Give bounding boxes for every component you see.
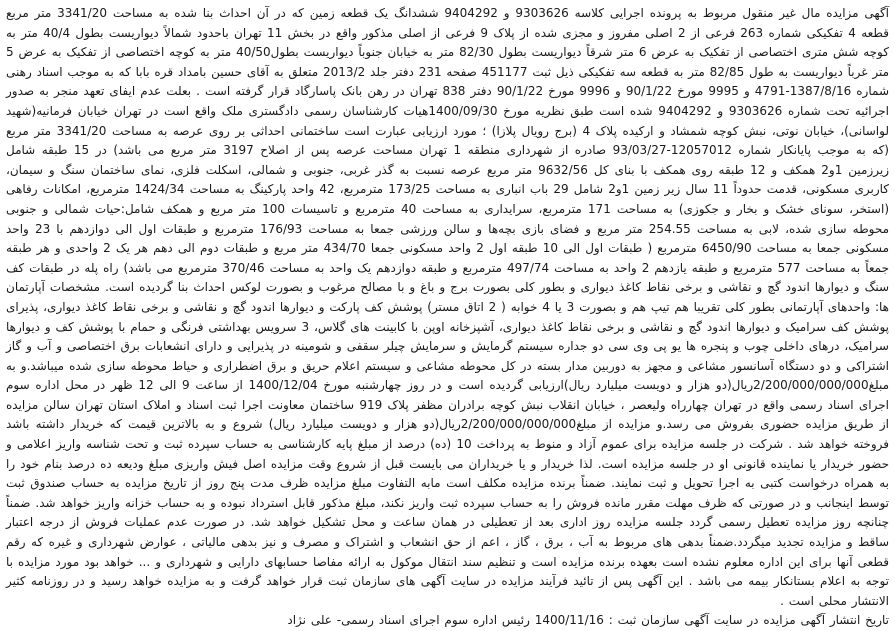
notice-footer: تاریخ انتشار آگهی مزایده در سایت آگهی سازمان ثبت : 1400/11/16 رئیس اداره سوم اجرای اسناد رسمی- علی نژاد (287, 613, 889, 628)
auction-notice (6, 4, 890, 628)
notice-body: آگهی مزایده مال غیر منقول مربوط به پرونده اجرایی کلاسه 9303626 و 9404292 ششدانگ یک قطعه زمین که در آن احداث بنا شده به مساحت 3341/20 متر مربع قطعه 4 تفکیکی شماره 263 فرعی از 2 اصلی مفروز و مجزی شده از پلاک 9 فرعی از اصلی مذکور واقع در بخش 11 تهران باحدود شمالاً دیواریست بطول 40/4 متر به کوچه شش متری اختصاصی از تفکیک به عرض 6 متر شرقاً دیواریست بطول 82/30 متر به خیابان جنوباً دیواریست بطول40/50 متر به کوچه اختصاصی از تفکیک به عرض 5 متر غرباً دیواریست به طول 82/85 متر به قطعه سه تفکیکی ذیل ثبت 451177 صفحه 231 دفتر جلد 2013/2 متعلق به آقای حسین بامداد قره بابا که به موجب اسناد رهنی شماره 1387/8/16-4791 و 9995 مورخ 90/1/22 و 9996 مورخ 90/1/22 دفتر 838 تهران در رهن بانک پاسارگاد قرار گرفته است . بعلت عدم ایفای تعهد منجر به صدور اجرائیه تحت شماره 9303626 و 9404292 شده است طبق نظریه مورخ 1400/09/30هیات کارشناسان رسمی دادگستری ملک واقع است در تهران خیابان فرمانیه(شهید لواسانی)، خیابان نوتی، نبش کوچه شمشاد و ارکیده پلاک 4 (برج رویال پلازا) ؛ مورد ارزیابی عبارت است ساختمانی احداثی بر روی عرصه به مساحت 3341/20 متر مربع (که به موجب پایانکار شماره 12057012-93/03/27 صادره از شهرداری منطقه 1 تهران مساحت عرصه پس از اصلاح 3197 متر مربع می باشد) در 15 طبقه شامل زیرزمین 1و2 همکف و 12 طبقه روی همکف با بنای کل 9632/56 متر مربع عرصه نسبت به گذر غربی، جنوبی و شمالی، اسکلت فلزی، نمای ساختمان سنگ و سیمان، کاربری مسکونی، قدمت حدوداً 11 سال زیر زمین 1و2 شامل 29 باب انباری به مساحت 173/25 مترمربع، 42 واحد پارکینگ به مساحت 1424/34 مترمربع، امکانات رفاهی (استخر، سونای خشک و بخار و جکوزی) به مساحت 171 مترمربع، سرایداری به مساحت 40 مترمربع و تاسیسات 100 متر مربع و همکف شامل:حیات شمالی و جنوبی محوطه سازی شده، لابی به مساحت 254.55 متر مربع و فضای بازی بچه‌ها و سالن ورزشی جمعا به مساحت 176/93 مترمربع و طبقات اول الی دوازدهم با 23 واحد مسکونی جمعا به مساحت 6450/90 مترمربع ( طبقات اول الی 10 طبقه اول 2 واحد مسکونی جمعا 434/70 متر مربع و طبقات دوم الی دهم هر یک 2 واحدی و هر طبقه جمعاً به مساحت 577 مترمربع و طبقه یازدهم 2 واحد به مساحت 497/74 مترمربع و طبقه دوازدهم یک واحد به مساحت 370/46 مترمربع می باشد) راه پله در طبقات کف سنگ و دیوارها اندود گچ و نقاشی و برخی نقاط کاغذ دیواری و بطور کلی بصورت برج و باغ و با مصالح مرغوب و بصورت لوکس احداث بنا گردیده است. مشخصات آپارتمان ها: واحدهای آپارتمانی بطور کلی تقریبا هم تیپ هم و بصورت 3 یا 4 خوابه ( 2 اتاق مستر) پوشش کف پارکت و دیوارها اندود گچ و نقاشی و برخی نقاط کاغذ دیواری، پذیرای پوشش کف سرامیک و دیوارها اندود گچ و نقاشی و برخی نقاط کاغذ دیواری، آشپزخانه اوپن با کابینت های گلاس، 3 سرویس بهداشتی فرنگی و حمام با پوشش کف و دیوارها سرامیک، درهای داخلی چوب و پنجره ها یو پی وی سی دو جداره سیستم گرمایش و سرمایش چیلر سقفی و شومینه در پذیرایی و دارای انشعابات برق اختصاصی و آب و گاز اشتراکی و دو دستگاه آسانسور مشاعی و مجهز به دوربین مدار بسته در کل محوطه مشاعی و سیستم اعلام حریق و برق اضطراری و حیاط محوطه سازی شده میباشد.و به مبلغ2/200/000/000/000ریال(دو هزار و دویست میلیارد ریال)ارزیابی گردیده است و در روز چهارشنبه مورخ 1400/12/04 از ساعت 9 الی 12 ظهر در محل اداره سوم اجرای اسناد رسمی واقع در تهران چهارراه ولیعصر ، خیابان انقلاب نبش کوچه برادران مظفر پلاک 919 ساختمان معاونت اجرا ثبت اسناد و املاک استان تهران سالن مزایده از طریق مزایده حضوری بفروش می رسد.و مزایده از مبلغ2/200/000/000/000ریال(دو هزار و دویست میلیارد ریال) شروع و به بالاترین قیمت که خریدار داشته باشد فروخته خواهد شد . شرکت در جلسه مزایده برای عموم آزاد و منوط به پرداخت 10 (ده) درصد از مبلغ پایه کارشناسی به حساب سپرده ثبت و تحت شناسه واریز اعلامی و حضور خریدار یا نماینده قانونی او در جلسه مزایده است. لذا خریدار و یا خریداران می بایست قبل از شروع وقت مزایده اصل فیش واریزی مبلغ ودیعه ده درصد بنام خود را به همراه درخواست کتبی به اجرا تحویل و ثبت نمایند. ضمناً برنده مزایده مکلف است مابه التفاوت مبلغ مزایده ظرف مدت پنج روز از تاریخ مزایده به حساب صندوق ثبت توسط اینجانب و در صورتی که ظرف مهلت مقرر مانده فروش را به حساب سپرده ثبت واریز نکند، مبلغ مذکور قابل استرداد نبوده و به حساب خزانه واریز خواهد شد. ضمناً چنانچه روز مزایده تعطیل رسمی گردد جلسه مزایده روز اداری بعد از تعطیلی در همان ساعت و محل تشکیل خواهد شد. در صورت عدم عملیات فروش از درجه اعتبار ساقط و مزایده تجدید میگردد.ضمناً بدهی های مربوط به آب ، برق ، گاز ، اعم از حق انشعاب و اشتراک و مصرف و نیز بدهی مالیاتی ، عوارض شهرداری و غیره که رقم قطعی آنها برای این اداره معلوم نشده است بعهده برنده مزایده است و تنظیم سند انتقال موکول به ارائه مفاصا حسابهای دارایی و شهرداری و ... خواهد بود مورد مزایده با توجه به اعلام بستانکار بیمه می باشد . این آگهی پس از تائید فرآیند مزایده در سایت آگهی های سازمان ثبت قرار خواهد گرفت و به مزایده خواهد رسید و در روزنامه کثیر الانتشار محلی است . (6, 6, 890, 608)
